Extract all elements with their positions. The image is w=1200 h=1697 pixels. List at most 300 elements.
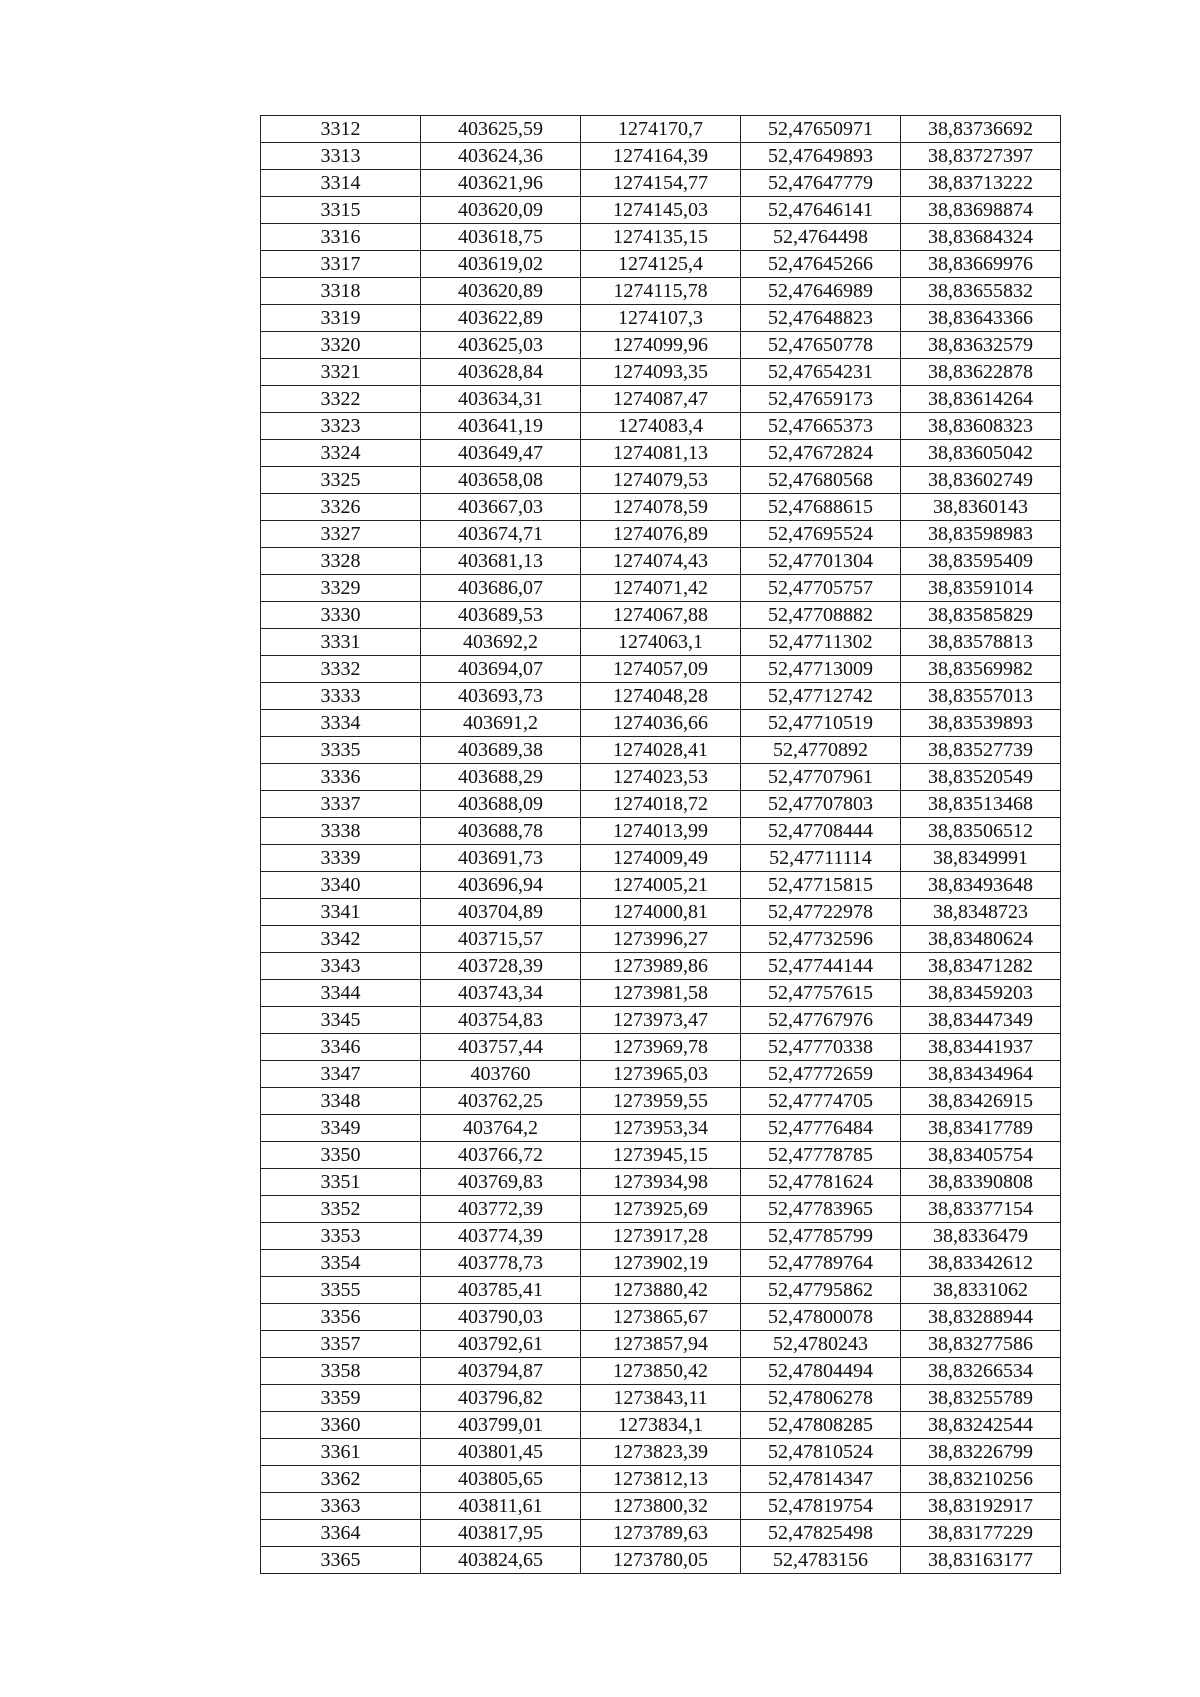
longitude-cell: 38,83266534 xyxy=(901,1358,1061,1385)
point-number-cell: 3321 xyxy=(261,359,421,386)
table-row xyxy=(261,116,1061,143)
x-coordinate-cell: 403688,78 xyxy=(421,818,581,845)
point-number-cell: 3324 xyxy=(261,440,421,467)
latitude-cell: 52,47645266 xyxy=(741,251,901,278)
longitude-cell: 38,83557013 xyxy=(901,683,1061,710)
longitude-cell: 38,83643366 xyxy=(901,305,1061,332)
point-number-cell: 3350 xyxy=(261,1142,421,1169)
y-coordinate-cell: 1274013,99 xyxy=(581,818,741,845)
latitude-cell: 52,47711114 xyxy=(741,845,901,872)
latitude-cell: 52,47710519 xyxy=(741,710,901,737)
longitude-cell: 38,83226799 xyxy=(901,1439,1061,1466)
longitude-cell: 38,83602749 xyxy=(901,467,1061,494)
point-number-cell: 3342 xyxy=(261,926,421,953)
longitude-cell: 38,83471282 xyxy=(901,953,1061,980)
latitude-cell: 52,47659173 xyxy=(741,386,901,413)
y-coordinate-cell: 1274099,96 xyxy=(581,332,741,359)
y-coordinate-cell: 1274023,53 xyxy=(581,764,741,791)
latitude-cell: 52,47665373 xyxy=(741,413,901,440)
longitude-cell: 38,83459203 xyxy=(901,980,1061,1007)
longitude-cell: 38,83605042 xyxy=(901,440,1061,467)
point-number-cell: 3323 xyxy=(261,413,421,440)
point-number-cell: 3364 xyxy=(261,1520,421,1547)
latitude-cell: 52,47808285 xyxy=(741,1412,901,1439)
y-coordinate-cell: 1273843,11 xyxy=(581,1385,741,1412)
table-row xyxy=(261,413,1061,440)
latitude-cell: 52,47776484 xyxy=(741,1115,901,1142)
longitude-cell: 38,83632579 xyxy=(901,332,1061,359)
table-row xyxy=(261,278,1061,305)
latitude-cell: 52,4783156 xyxy=(741,1547,901,1574)
table-row xyxy=(261,1493,1061,1520)
point-number-cell: 3358 xyxy=(261,1358,421,1385)
x-coordinate-cell: 403681,13 xyxy=(421,548,581,575)
point-number-cell: 3314 xyxy=(261,170,421,197)
latitude-cell: 52,47646141 xyxy=(741,197,901,224)
latitude-cell: 52,47708882 xyxy=(741,602,901,629)
x-coordinate-cell: 403691,73 xyxy=(421,845,581,872)
y-coordinate-cell: 1274107,3 xyxy=(581,305,741,332)
table-row xyxy=(261,764,1061,791)
table-row xyxy=(261,980,1061,1007)
latitude-cell: 52,47648823 xyxy=(741,305,901,332)
y-coordinate-cell: 1274081,13 xyxy=(581,440,741,467)
longitude-cell: 38,83426915 xyxy=(901,1088,1061,1115)
x-coordinate-cell: 403625,03 xyxy=(421,332,581,359)
table-row xyxy=(261,1277,1061,1304)
latitude-cell: 52,47767976 xyxy=(741,1007,901,1034)
latitude-cell: 52,47711302 xyxy=(741,629,901,656)
latitude-cell: 52,47649893 xyxy=(741,143,901,170)
y-coordinate-cell: 1273812,13 xyxy=(581,1466,741,1493)
x-coordinate-cell: 403689,53 xyxy=(421,602,581,629)
latitude-cell: 52,47778785 xyxy=(741,1142,901,1169)
x-coordinate-cell: 403801,45 xyxy=(421,1439,581,1466)
longitude-cell: 38,83622878 xyxy=(901,359,1061,386)
x-coordinate-cell: 403628,84 xyxy=(421,359,581,386)
longitude-cell: 38,83527739 xyxy=(901,737,1061,764)
latitude-cell: 52,47713009 xyxy=(741,656,901,683)
y-coordinate-cell: 1274063,1 xyxy=(581,629,741,656)
table-row xyxy=(261,197,1061,224)
longitude-cell: 38,83447349 xyxy=(901,1007,1061,1034)
longitude-cell: 38,83569982 xyxy=(901,656,1061,683)
point-number-cell: 3328 xyxy=(261,548,421,575)
table-row xyxy=(261,440,1061,467)
point-number-cell: 3354 xyxy=(261,1250,421,1277)
latitude-cell: 52,4780243 xyxy=(741,1331,901,1358)
point-number-cell: 3336 xyxy=(261,764,421,791)
x-coordinate-cell: 403760 xyxy=(421,1061,581,1088)
y-coordinate-cell: 1273981,58 xyxy=(581,980,741,1007)
longitude-cell: 38,8336479 xyxy=(901,1223,1061,1250)
latitude-cell: 52,47708444 xyxy=(741,818,901,845)
latitude-cell: 52,47806278 xyxy=(741,1385,901,1412)
y-coordinate-cell: 1274005,21 xyxy=(581,872,741,899)
table-row xyxy=(261,899,1061,926)
point-number-cell: 3325 xyxy=(261,467,421,494)
x-coordinate-cell: 403757,44 xyxy=(421,1034,581,1061)
longitude-cell: 38,83177229 xyxy=(901,1520,1061,1547)
y-coordinate-cell: 1274079,53 xyxy=(581,467,741,494)
point-number-cell: 3313 xyxy=(261,143,421,170)
longitude-cell: 38,83736692 xyxy=(901,116,1061,143)
table-row xyxy=(261,737,1061,764)
table-row xyxy=(261,629,1061,656)
y-coordinate-cell: 1274048,28 xyxy=(581,683,741,710)
x-coordinate-cell: 403694,07 xyxy=(421,656,581,683)
y-coordinate-cell: 1274115,78 xyxy=(581,278,741,305)
latitude-cell: 52,47781624 xyxy=(741,1169,901,1196)
table-row xyxy=(261,332,1061,359)
y-coordinate-cell: 1273857,94 xyxy=(581,1331,741,1358)
table-row xyxy=(261,1169,1061,1196)
table-row xyxy=(261,1331,1061,1358)
longitude-cell: 38,83242544 xyxy=(901,1412,1061,1439)
table-row xyxy=(261,1412,1061,1439)
x-coordinate-cell: 403688,29 xyxy=(421,764,581,791)
x-coordinate-cell: 403792,61 xyxy=(421,1331,581,1358)
x-coordinate-cell: 403620,09 xyxy=(421,197,581,224)
point-number-cell: 3340 xyxy=(261,872,421,899)
y-coordinate-cell: 1273925,69 xyxy=(581,1196,741,1223)
point-number-cell: 3320 xyxy=(261,332,421,359)
longitude-cell: 38,83163177 xyxy=(901,1547,1061,1574)
table-row xyxy=(261,683,1061,710)
latitude-cell: 52,47819754 xyxy=(741,1493,901,1520)
x-coordinate-cell: 403766,72 xyxy=(421,1142,581,1169)
table-row xyxy=(261,1088,1061,1115)
y-coordinate-cell: 1274036,66 xyxy=(581,710,741,737)
x-coordinate-cell: 403805,65 xyxy=(421,1466,581,1493)
table-row xyxy=(261,818,1061,845)
longitude-cell: 38,83506512 xyxy=(901,818,1061,845)
point-number-cell: 3344 xyxy=(261,980,421,1007)
y-coordinate-cell: 1273880,42 xyxy=(581,1277,741,1304)
x-coordinate-cell: 403743,34 xyxy=(421,980,581,1007)
x-coordinate-cell: 403774,39 xyxy=(421,1223,581,1250)
y-coordinate-cell: 1273989,86 xyxy=(581,953,741,980)
longitude-cell: 38,8348723 xyxy=(901,899,1061,926)
latitude-cell: 52,47785799 xyxy=(741,1223,901,1250)
y-coordinate-cell: 1273789,63 xyxy=(581,1520,741,1547)
latitude-cell: 52,4770892 xyxy=(741,737,901,764)
y-coordinate-cell: 1273865,67 xyxy=(581,1304,741,1331)
longitude-cell: 38,83713222 xyxy=(901,170,1061,197)
table-row xyxy=(261,1466,1061,1493)
latitude-cell: 52,47646989 xyxy=(741,278,901,305)
point-number-cell: 3352 xyxy=(261,1196,421,1223)
table-row xyxy=(261,305,1061,332)
point-number-cell: 3331 xyxy=(261,629,421,656)
latitude-cell: 52,47715815 xyxy=(741,872,901,899)
point-number-cell: 3348 xyxy=(261,1088,421,1115)
table-row xyxy=(261,1520,1061,1547)
x-coordinate-cell: 403634,31 xyxy=(421,386,581,413)
y-coordinate-cell: 1274071,42 xyxy=(581,575,741,602)
latitude-cell: 52,47701304 xyxy=(741,548,901,575)
point-number-cell: 3338 xyxy=(261,818,421,845)
longitude-cell: 38,83480624 xyxy=(901,926,1061,953)
table-row xyxy=(261,953,1061,980)
table-row xyxy=(261,1250,1061,1277)
x-coordinate-cell: 403624,36 xyxy=(421,143,581,170)
x-coordinate-cell: 403704,89 xyxy=(421,899,581,926)
x-coordinate-cell: 403785,41 xyxy=(421,1277,581,1304)
y-coordinate-cell: 1273934,98 xyxy=(581,1169,741,1196)
table-row xyxy=(261,1223,1061,1250)
point-number-cell: 3337 xyxy=(261,791,421,818)
point-number-cell: 3360 xyxy=(261,1412,421,1439)
longitude-cell: 38,83255789 xyxy=(901,1385,1061,1412)
latitude-cell: 52,47707803 xyxy=(741,791,901,818)
x-coordinate-cell: 403667,03 xyxy=(421,494,581,521)
y-coordinate-cell: 1274057,09 xyxy=(581,656,741,683)
latitude-cell: 52,47795862 xyxy=(741,1277,901,1304)
longitude-cell: 38,83669976 xyxy=(901,251,1061,278)
table-row xyxy=(261,1034,1061,1061)
y-coordinate-cell: 1273834,1 xyxy=(581,1412,741,1439)
longitude-cell: 38,83520549 xyxy=(901,764,1061,791)
point-number-cell: 3335 xyxy=(261,737,421,764)
point-number-cell: 3346 xyxy=(261,1034,421,1061)
longitude-cell: 38,83390808 xyxy=(901,1169,1061,1196)
table-row xyxy=(261,1439,1061,1466)
table-row xyxy=(261,1358,1061,1385)
x-coordinate-cell: 403715,57 xyxy=(421,926,581,953)
y-coordinate-cell: 1274164,39 xyxy=(581,143,741,170)
y-coordinate-cell: 1273965,03 xyxy=(581,1061,741,1088)
longitude-cell: 38,83608323 xyxy=(901,413,1061,440)
coordinates-table xyxy=(260,115,1061,1574)
x-coordinate-cell: 403769,83 xyxy=(421,1169,581,1196)
point-number-cell: 3316 xyxy=(261,224,421,251)
point-number-cell: 3365 xyxy=(261,1547,421,1574)
y-coordinate-cell: 1273945,15 xyxy=(581,1142,741,1169)
latitude-cell: 52,47688615 xyxy=(741,494,901,521)
y-coordinate-cell: 1274078,59 xyxy=(581,494,741,521)
y-coordinate-cell: 1273969,78 xyxy=(581,1034,741,1061)
y-coordinate-cell: 1273780,05 xyxy=(581,1547,741,1574)
point-number-cell: 3318 xyxy=(261,278,421,305)
longitude-cell: 38,83405754 xyxy=(901,1142,1061,1169)
x-coordinate-cell: 403691,2 xyxy=(421,710,581,737)
x-coordinate-cell: 403772,39 xyxy=(421,1196,581,1223)
table-row xyxy=(261,926,1061,953)
point-number-cell: 3317 xyxy=(261,251,421,278)
y-coordinate-cell: 1274074,43 xyxy=(581,548,741,575)
point-number-cell: 3327 xyxy=(261,521,421,548)
x-coordinate-cell: 403692,2 xyxy=(421,629,581,656)
x-coordinate-cell: 403754,83 xyxy=(421,1007,581,1034)
y-coordinate-cell: 1274145,03 xyxy=(581,197,741,224)
longitude-cell: 38,83277586 xyxy=(901,1331,1061,1358)
latitude-cell: 52,47800078 xyxy=(741,1304,901,1331)
longitude-cell: 38,8349991 xyxy=(901,845,1061,872)
latitude-cell: 52,47814347 xyxy=(741,1466,901,1493)
table-row xyxy=(261,845,1061,872)
point-number-cell: 3345 xyxy=(261,1007,421,1034)
x-coordinate-cell: 403693,73 xyxy=(421,683,581,710)
table-row xyxy=(261,1196,1061,1223)
x-coordinate-cell: 403658,08 xyxy=(421,467,581,494)
table-row xyxy=(261,1385,1061,1412)
table-row xyxy=(261,1547,1061,1574)
latitude-cell: 52,47705757 xyxy=(741,575,901,602)
longitude-cell: 38,83192917 xyxy=(901,1493,1061,1520)
point-number-cell: 3312 xyxy=(261,116,421,143)
latitude-cell: 52,47744144 xyxy=(741,953,901,980)
x-coordinate-cell: 403764,2 xyxy=(421,1115,581,1142)
x-coordinate-cell: 403625,59 xyxy=(421,116,581,143)
latitude-cell: 52,47647779 xyxy=(741,170,901,197)
table-row xyxy=(261,1304,1061,1331)
latitude-cell: 52,47732596 xyxy=(741,926,901,953)
latitude-cell: 52,47654231 xyxy=(741,359,901,386)
longitude-cell: 38,83698874 xyxy=(901,197,1061,224)
latitude-cell: 52,47757615 xyxy=(741,980,901,1007)
point-number-cell: 3343 xyxy=(261,953,421,980)
y-coordinate-cell: 1273953,34 xyxy=(581,1115,741,1142)
table-row xyxy=(261,359,1061,386)
table-row xyxy=(261,467,1061,494)
table-row xyxy=(261,1142,1061,1169)
latitude-cell: 52,47774705 xyxy=(741,1088,901,1115)
y-coordinate-cell: 1274087,47 xyxy=(581,386,741,413)
table-row xyxy=(261,548,1061,575)
y-coordinate-cell: 1274018,72 xyxy=(581,791,741,818)
x-coordinate-cell: 403621,96 xyxy=(421,170,581,197)
longitude-cell: 38,83513468 xyxy=(901,791,1061,818)
longitude-cell: 38,83434964 xyxy=(901,1061,1061,1088)
y-coordinate-cell: 1273917,28 xyxy=(581,1223,741,1250)
y-coordinate-cell: 1274125,4 xyxy=(581,251,741,278)
point-number-cell: 3363 xyxy=(261,1493,421,1520)
y-coordinate-cell: 1274170,7 xyxy=(581,116,741,143)
x-coordinate-cell: 403824,65 xyxy=(421,1547,581,1574)
longitude-cell: 38,83655832 xyxy=(901,278,1061,305)
longitude-cell: 38,83210256 xyxy=(901,1466,1061,1493)
point-number-cell: 3322 xyxy=(261,386,421,413)
table-row xyxy=(261,1061,1061,1088)
latitude-cell: 52,4764498 xyxy=(741,224,901,251)
latitude-cell: 52,47707961 xyxy=(741,764,901,791)
table-row xyxy=(261,143,1061,170)
point-number-cell: 3319 xyxy=(261,305,421,332)
table-row xyxy=(261,791,1061,818)
point-number-cell: 3332 xyxy=(261,656,421,683)
longitude-cell: 38,83288944 xyxy=(901,1304,1061,1331)
longitude-cell: 38,83417789 xyxy=(901,1115,1061,1142)
longitude-cell: 38,83598983 xyxy=(901,521,1061,548)
y-coordinate-cell: 1274000,81 xyxy=(581,899,741,926)
table-row xyxy=(261,710,1061,737)
longitude-cell: 38,83377154 xyxy=(901,1196,1061,1223)
longitude-cell: 38,83441937 xyxy=(901,1034,1061,1061)
table-row xyxy=(261,872,1061,899)
y-coordinate-cell: 1274028,41 xyxy=(581,737,741,764)
table-row xyxy=(261,1007,1061,1034)
latitude-cell: 52,47770338 xyxy=(741,1034,901,1061)
point-number-cell: 3333 xyxy=(261,683,421,710)
y-coordinate-cell: 1274083,4 xyxy=(581,413,741,440)
latitude-cell: 52,47695524 xyxy=(741,521,901,548)
table-row xyxy=(261,602,1061,629)
point-number-cell: 3362 xyxy=(261,1466,421,1493)
point-number-cell: 3357 xyxy=(261,1331,421,1358)
longitude-cell: 38,8331062 xyxy=(901,1277,1061,1304)
x-coordinate-cell: 403778,73 xyxy=(421,1250,581,1277)
y-coordinate-cell: 1274093,35 xyxy=(581,359,741,386)
table-row xyxy=(261,224,1061,251)
point-number-cell: 3349 xyxy=(261,1115,421,1142)
x-coordinate-cell: 403622,89 xyxy=(421,305,581,332)
table-row xyxy=(261,1115,1061,1142)
x-coordinate-cell: 403620,89 xyxy=(421,278,581,305)
latitude-cell: 52,47825498 xyxy=(741,1520,901,1547)
y-coordinate-cell: 1273823,39 xyxy=(581,1439,741,1466)
x-coordinate-cell: 403817,95 xyxy=(421,1520,581,1547)
point-number-cell: 3326 xyxy=(261,494,421,521)
x-coordinate-cell: 403618,75 xyxy=(421,224,581,251)
latitude-cell: 52,47712742 xyxy=(741,683,901,710)
y-coordinate-cell: 1274135,15 xyxy=(581,224,741,251)
longitude-cell: 38,83591014 xyxy=(901,575,1061,602)
longitude-cell: 38,83539893 xyxy=(901,710,1061,737)
x-coordinate-cell: 403686,07 xyxy=(421,575,581,602)
point-number-cell: 3361 xyxy=(261,1439,421,1466)
latitude-cell: 52,47672824 xyxy=(741,440,901,467)
point-number-cell: 3334 xyxy=(261,710,421,737)
point-number-cell: 3339 xyxy=(261,845,421,872)
table-row xyxy=(261,494,1061,521)
x-coordinate-cell: 403688,09 xyxy=(421,791,581,818)
x-coordinate-cell: 403799,01 xyxy=(421,1412,581,1439)
y-coordinate-cell: 1274076,89 xyxy=(581,521,741,548)
table-row xyxy=(261,170,1061,197)
latitude-cell: 52,47783965 xyxy=(741,1196,901,1223)
table-row xyxy=(261,521,1061,548)
y-coordinate-cell: 1273959,55 xyxy=(581,1088,741,1115)
latitude-cell: 52,47810524 xyxy=(741,1439,901,1466)
x-coordinate-cell: 403641,19 xyxy=(421,413,581,440)
y-coordinate-cell: 1273902,19 xyxy=(581,1250,741,1277)
latitude-cell: 52,47680568 xyxy=(741,467,901,494)
y-coordinate-cell: 1274154,77 xyxy=(581,170,741,197)
x-coordinate-cell: 403689,38 xyxy=(421,737,581,764)
x-coordinate-cell: 403762,25 xyxy=(421,1088,581,1115)
x-coordinate-cell: 403674,71 xyxy=(421,521,581,548)
table-row xyxy=(261,575,1061,602)
longitude-cell: 38,83342612 xyxy=(901,1250,1061,1277)
latitude-cell: 52,47789764 xyxy=(741,1250,901,1277)
x-coordinate-cell: 403790,03 xyxy=(421,1304,581,1331)
point-number-cell: 3355 xyxy=(261,1277,421,1304)
latitude-cell: 52,47804494 xyxy=(741,1358,901,1385)
table-row xyxy=(261,251,1061,278)
latitude-cell: 52,47722978 xyxy=(741,899,901,926)
point-number-cell: 3315 xyxy=(261,197,421,224)
x-coordinate-cell: 403649,47 xyxy=(421,440,581,467)
longitude-cell: 38,8360143 xyxy=(901,494,1061,521)
point-number-cell: 3330 xyxy=(261,602,421,629)
point-number-cell: 3329 xyxy=(261,575,421,602)
longitude-cell: 38,83585829 xyxy=(901,602,1061,629)
y-coordinate-cell: 1273996,27 xyxy=(581,926,741,953)
y-coordinate-cell: 1274009,49 xyxy=(581,845,741,872)
point-number-cell: 3353 xyxy=(261,1223,421,1250)
y-coordinate-cell: 1273800,32 xyxy=(581,1493,741,1520)
